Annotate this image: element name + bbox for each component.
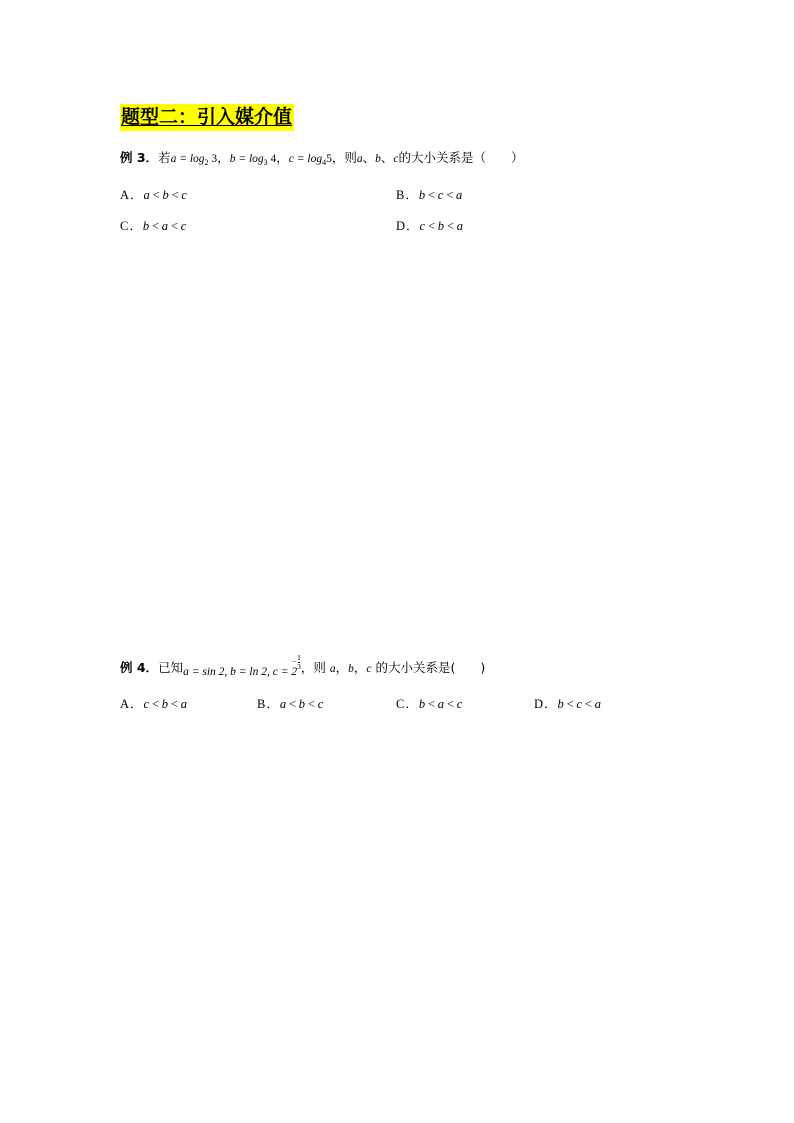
q3-dun2: 、 — [380, 150, 394, 165]
q4-option-b-expr: a < b < c — [279, 697, 324, 711]
q4-option-b-letter: B． — [257, 697, 280, 711]
q4-tail: 的大小关系是( ) — [371, 660, 486, 675]
q3-c-base: 4 — [322, 158, 327, 167]
question-3-label: 例 3． — [120, 150, 159, 165]
q3-option-b-expr: b < c < a — [418, 188, 463, 202]
q3-option-c-letter: C． — [120, 219, 143, 233]
q3-b-log: b = log — [229, 153, 264, 165]
q4-option-d-expr: b < c < a — [557, 697, 601, 711]
q4-option-c-letter: C． — [396, 697, 419, 711]
q3-option-b[interactable] — [396, 186, 462, 204]
q3-option-c-expr: b < a < c — [142, 219, 187, 233]
q3-c-definition — [289, 153, 332, 165]
q4-var-a: a — [329, 663, 336, 675]
q4-comma1: ， — [335, 660, 349, 675]
q4-mid: ，则 — [300, 660, 330, 675]
q3-dun1: 、 — [362, 150, 376, 165]
q4-comma2: ， — [353, 660, 367, 675]
q3-option-d-expr: c < b < a — [419, 219, 463, 233]
q4-var-c: c — [366, 663, 372, 675]
q4-formula: a = sin 2, b = ln 2, c = 2 — [183, 666, 298, 678]
q3-c-arg: 5 — [326, 153, 332, 165]
q3-option-a-letter: A． — [120, 188, 144, 202]
question-4-lead: 已知 — [158, 660, 184, 675]
q4-formula-wrap — [183, 653, 301, 678]
q3-option-d-letter: D． — [396, 219, 420, 233]
question-4-label: 例 4． — [120, 660, 159, 675]
q3-var-a: a — [356, 153, 363, 165]
q4-option-a-letter: A． — [120, 697, 144, 711]
q4-option-b[interactable] — [257, 695, 323, 713]
q3-option-b-letter: B． — [396, 188, 419, 202]
question-3-lead: 若 — [158, 150, 171, 165]
q4-option-d-letter: D． — [534, 697, 558, 711]
q3-option-a[interactable] — [120, 186, 187, 204]
question-4-stem — [120, 653, 486, 678]
q3-a-definition — [171, 153, 218, 165]
q3-tail: 的大小关系是（ ） — [398, 150, 524, 165]
q4-option-a-expr: c < b < a — [143, 697, 187, 711]
q3-var-b: b — [375, 153, 381, 165]
q3-option-a-expr: a < b < c — [143, 188, 187, 202]
question-3-stem — [120, 149, 524, 169]
q3-b-definition — [230, 153, 277, 165]
q3-var-c: c — [393, 153, 399, 165]
section-heading: 题型二：引入媒介值 — [120, 104, 294, 131]
q4-exponent — [292, 653, 301, 671]
q3-sep1: ， — [217, 150, 230, 165]
q4-var-b: b — [348, 663, 354, 675]
q3-b-base: 3 — [263, 158, 268, 167]
q4-exp-num: 1 — [297, 653, 301, 662]
q3-a-base: 2 — [204, 158, 209, 167]
q3-sep2: ， — [276, 150, 289, 165]
q3-a-log: a = log — [170, 153, 205, 165]
q3-c-log: c = log — [288, 153, 323, 165]
q3-b-arg: 4 — [267, 153, 277, 165]
q4-option-d[interactable] — [534, 695, 601, 713]
q4-exp-minus: − — [292, 657, 297, 666]
q3-option-d[interactable] — [396, 217, 463, 235]
q4-exp-den: 3 — [297, 662, 301, 671]
q3-a-arg: 3 — [208, 153, 218, 165]
q4-option-a[interactable] — [120, 695, 187, 713]
q3-sep3: ，则 — [331, 150, 357, 165]
q4-option-c-expr: b < a < c — [418, 697, 463, 711]
q3-option-c[interactable] — [120, 217, 186, 235]
q4-option-c[interactable] — [396, 695, 462, 713]
